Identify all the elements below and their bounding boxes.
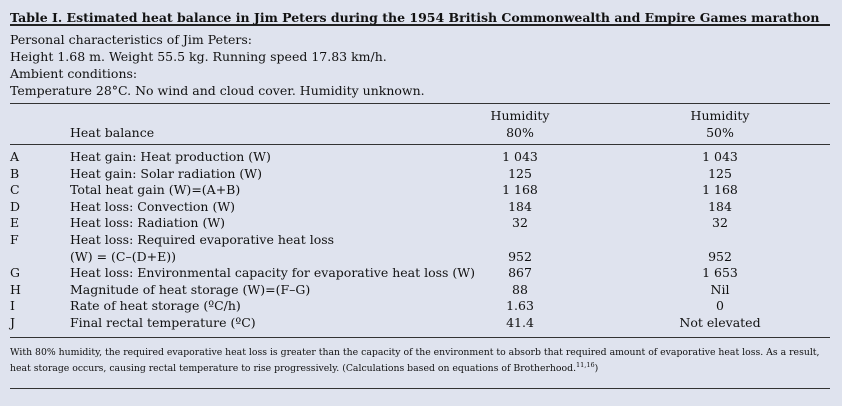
table-title: Table I. Estimated heat balance in Jim Peters during the 1954 British Commonwealth and Empire Games marathon: [10, 10, 820, 25]
footnote-text: With 80% humidity, the required evaporative heat loss is greater than the capacity of the environment to absorb that required amount of evaporative heat loss. As a result, heat storage occurs, causing rectal temperature to rise progressively. (Calculations based on equations of Brotherhood.: [10, 346, 820, 374]
table-row: [10, 249, 830, 266]
row-value-80: 41.4: [506, 314, 534, 330]
row-letter: D: [10, 198, 21, 214]
humidity-50-header: Humidity: [690, 108, 750, 123]
row-value-80: 125: [508, 165, 532, 181]
row-value-50: 0: [716, 298, 724, 314]
row-letter: G: [10, 265, 20, 281]
row-value-80: 1 168: [502, 182, 538, 198]
row-value-50: 184: [708, 198, 732, 214]
row-value-50: 1 653: [702, 265, 738, 281]
row-letter: C: [10, 182, 20, 198]
heat-balance-header: Heat balance: [70, 125, 155, 140]
table-row: [10, 166, 830, 183]
row-label: Final rectal temperature (ºC): [70, 314, 256, 330]
row-label: Heat loss: Convection (W): [70, 198, 236, 214]
row-value-80: 867: [508, 265, 532, 281]
row-value-50: Not elevated: [679, 314, 761, 330]
row-value-50: 32: [712, 215, 728, 231]
row-value-80: 1.63: [506, 298, 534, 314]
row-letter: F: [10, 231, 19, 247]
row-value-50: 125: [708, 165, 732, 181]
row-value-50: 1 168: [702, 182, 738, 198]
row-letter: E: [10, 215, 20, 231]
table-footnote: [10, 338, 830, 375]
humidity-80-value: 80%: [506, 125, 534, 140]
footnote-close: ): [594, 362, 599, 374]
intro-rule: [10, 103, 830, 104]
row-label: Total heat gain (W)=(A+B): [70, 182, 241, 198]
table-row: [10, 298, 830, 315]
table-row: [10, 199, 830, 216]
row-value-50: 1 043: [702, 149, 738, 164]
table-row: [10, 149, 830, 166]
intro-block: [10, 26, 830, 99]
row-letter: A: [10, 149, 20, 164]
ambient-values: Temperature 28°C. No wind and cloud cover. Humidity unknown.: [10, 83, 425, 98]
row-label: Magnitude of heat storage (W)=(F–G): [70, 281, 311, 297]
row-label: Heat loss: Environmental capacity for evaporative heat loss (W): [70, 265, 476, 281]
humidity-50-value: 50%: [706, 125, 734, 140]
humidity-80-header: Humidity: [490, 108, 550, 123]
footnote-refs: 11,16: [576, 360, 595, 369]
row-value-50: Nil: [710, 281, 730, 297]
table-row: [10, 182, 830, 199]
row-label: Heat gain: Solar radiation (W): [70, 165, 262, 181]
row-label: Heat gain: Heat production (W): [70, 149, 271, 164]
personal-values: Height 1.68 m. Weight 55.5 kg. Running speed 17.83 km/h.: [10, 49, 387, 64]
row-value-80: 1 043: [502, 149, 538, 164]
row-value-50: 952: [708, 248, 732, 264]
row-value-80: 88: [512, 281, 528, 297]
table-row: [10, 215, 830, 232]
table-row: [10, 232, 830, 249]
table-row: [10, 265, 830, 282]
row-letter: B: [10, 165, 20, 181]
row-label: (W) = (C–(D+E)): [70, 248, 176, 264]
row-label: Heat loss: Radiation (W): [70, 215, 226, 231]
row-label: Heat loss: Required evaporative heat loss: [70, 231, 335, 247]
bottom-rule: [10, 388, 830, 389]
table-row: [10, 315, 830, 332]
row-value-80: 952: [508, 248, 532, 264]
row-label: Rate of heat storage (ºC/h): [70, 298, 241, 314]
row-letter: H: [10, 281, 21, 297]
table-body: [10, 145, 830, 332]
personal-heading: Personal characteristics of Jim Peters:: [10, 32, 253, 47]
row-value-80: 32: [512, 215, 528, 231]
row-letter: I: [10, 298, 15, 314]
row-value-80: 184: [508, 198, 532, 214]
column-header: [10, 108, 830, 144]
row-letter: J: [10, 314, 16, 330]
ambient-heading: Ambient conditions:: [10, 66, 138, 81]
table-row: [10, 282, 830, 299]
